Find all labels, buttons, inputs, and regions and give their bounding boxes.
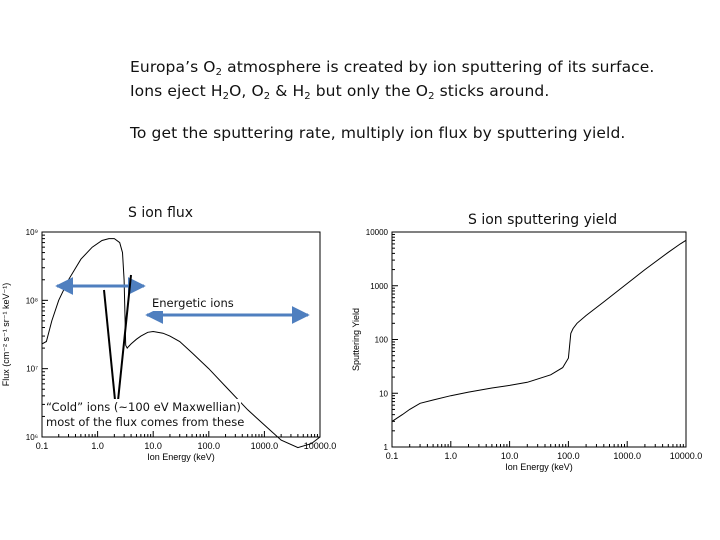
cold-ions-label-line2: most of the flux comes from these: [46, 415, 245, 429]
x-tick-label-1-3: 100.0: [557, 451, 580, 461]
series-line-1-0: [392, 240, 686, 421]
y-tick-label-1-0: 1: [383, 443, 388, 452]
x-tick-label-0-3: 100.0: [197, 441, 221, 451]
y-axis-label-1: Sputtering Yield: [351, 307, 361, 372]
x-axis-label-1: Ion Energy (keV): [505, 462, 573, 472]
x-axis-label-0: Ion Energy (keV): [147, 452, 215, 462]
x-tick-label-1-0: 0.1: [385, 451, 399, 461]
energetic-ions-label: Energetic ions: [152, 296, 234, 310]
plot-frame-1: [392, 232, 686, 447]
x-tick-label-0-4: 1000.0: [250, 441, 279, 451]
x-tick-label-0-5: 10000.0: [303, 441, 337, 451]
y-tick-label-1-3: 1000: [370, 281, 388, 291]
x-tick-label-1-4: 1000.0: [613, 451, 641, 461]
yield-chart: [351, 228, 702, 472]
x-tick-label-0-2: 10.0: [144, 441, 162, 451]
cold-ions-label-line1: “Cold” ions (~100 eV Maxwellian): [46, 400, 241, 414]
intro-line-1: Europa’s $O_2$ atmosphere is created by ion sputtering of its surface.: [130, 58, 655, 78]
y-tick-label-0-3: 10⁹: [25, 228, 38, 237]
intro-line-2: Ions eject $H_2O$, $O_2$ & $H_2$ but only the $O_2$ sticks around.: [130, 82, 550, 102]
x-tick-label-0-1: 1.0: [91, 441, 104, 451]
y-tick-label-1-4: 10000: [365, 228, 388, 237]
yield-panel-title: S ion sputtering yield: [468, 212, 618, 228]
x-tick-label-0-0: 0.1: [35, 441, 49, 451]
x-tick-label-1-2: 10.0: [500, 451, 519, 461]
y-tick-label-1-1: 10: [379, 389, 388, 399]
y-tick-label-0-0: 10⁶: [25, 433, 38, 442]
y-tick-label-0-2: 10⁸: [25, 296, 38, 306]
y-axis-label-0: Flux (cm⁻² s⁻¹ sr⁻¹ keV⁻¹): [1, 282, 11, 387]
x-tick-label-1-1: 1.0: [444, 451, 458, 461]
y-tick-label-1-2: 100: [374, 335, 388, 345]
y-tick-label-0-1: 10⁷: [26, 364, 38, 374]
flux-panel-title: S ion flux: [128, 205, 194, 221]
x-tick-label-1-5: 10000.0: [669, 451, 703, 461]
intro-line-3: To get the sputtering rate, multiply ion flux by sputtering yield.: [130, 124, 626, 142]
